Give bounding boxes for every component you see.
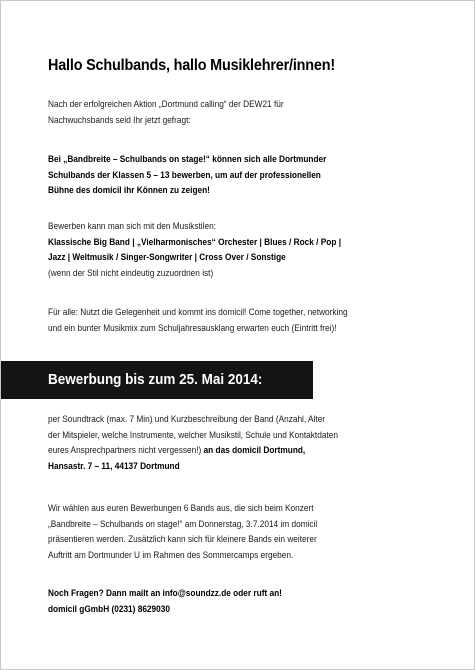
- callout-line: Schulbands der Klassen 5 – 13 bewerben, um auf der professionellen: [48, 169, 321, 180]
- application-text: eures Ansprechpartners nicht vergessen!): [48, 445, 202, 455]
- for-all-line: Für alle: Nutzt die Gelegenheit und kommt ins domicil! Come together, networking: [48, 307, 348, 317]
- styles-paragraph: [48, 219, 438, 281]
- selection-line: präsentieren werden. Zusätzlich kann sich für kleinere Bands ein weiterer: [48, 534, 317, 544]
- page-title: Hallo Schulbands, hallo Musiklehrer/innen!: [48, 57, 335, 74]
- selection-line: Auftritt am Dortmunder U im Rahmen des Sommercamps ergeben.: [48, 549, 294, 560]
- selection-line: Wir wählen aus euren Bewerbungen 6 Bands aus, die sich beim Konzert: [48, 503, 314, 513]
- selection-line: „Bandbreite – Schulbands on stage!“ am Donnerstag, 3.7.2014 im domicil: [48, 518, 318, 529]
- deadline-banner: [1, 361, 313, 399]
- styles-intro: Bewerben kann man sich mit den Musikstilen:: [48, 221, 216, 231]
- contact-line: Noch Fragen? Dann mailt an info@soundzz.de oder ruft an!: [48, 588, 282, 598]
- callout-paragraph: [48, 152, 438, 199]
- application-line: der Mitspieler, welche Instrumente, welcher Musikstil, Schule und Kontaktdaten: [48, 429, 338, 440]
- contact-phone: domicil gGmbH (0231) 8629030: [48, 603, 170, 614]
- styles-list-line: Klassische Big Band | „Vielharmonisches“ Orchester | Blues / Rock / Pop |: [48, 236, 342, 247]
- contact-paragraph: [48, 586, 438, 617]
- styles-note: (wenn der Stil nicht eindeutig zuzuordnen ist): [48, 267, 214, 278]
- callout-line: Bei „Bandbreite – Schulbands on stage!“ können sich alle Dortmunder: [48, 154, 327, 164]
- application-address: Hansastr. 7 – 11, 44137 Dortmund: [48, 460, 180, 471]
- for-all-line: und ein bunter Musikmix zum Schuljahresausklang erwarten euch (Eintritt frei)!: [48, 322, 337, 333]
- intro-paragraph: [48, 97, 438, 128]
- callout-line: Bühne des domicil ihr Können zu zeigen!: [48, 185, 210, 195]
- deadline-banner-text: Bewerbung bis zum 25. Mai 2014:: [48, 372, 263, 388]
- for-all-paragraph: [48, 305, 438, 336]
- application-line: per Soundtrack (max. 7 Min) und Kurzbeschreibung der Band (Anzahl, Alter: [48, 414, 326, 424]
- application-line: [48, 443, 407, 459]
- application-address-lead: an das domicil Dortmund,: [201, 445, 306, 455]
- styles-list-line: Jazz | Weltmusik / Singer-Songwriter | Cross Over / Sonstige: [48, 252, 286, 262]
- intro-line: Nachwuchsbands seid Ihr jetzt gefragt:: [48, 114, 191, 125]
- selection-paragraph: [48, 501, 438, 563]
- intro-line: Nach der erfolgreichen Aktion „Dortmund calling“ der DEW21 für: [48, 99, 284, 109]
- application-paragraph: [48, 412, 438, 474]
